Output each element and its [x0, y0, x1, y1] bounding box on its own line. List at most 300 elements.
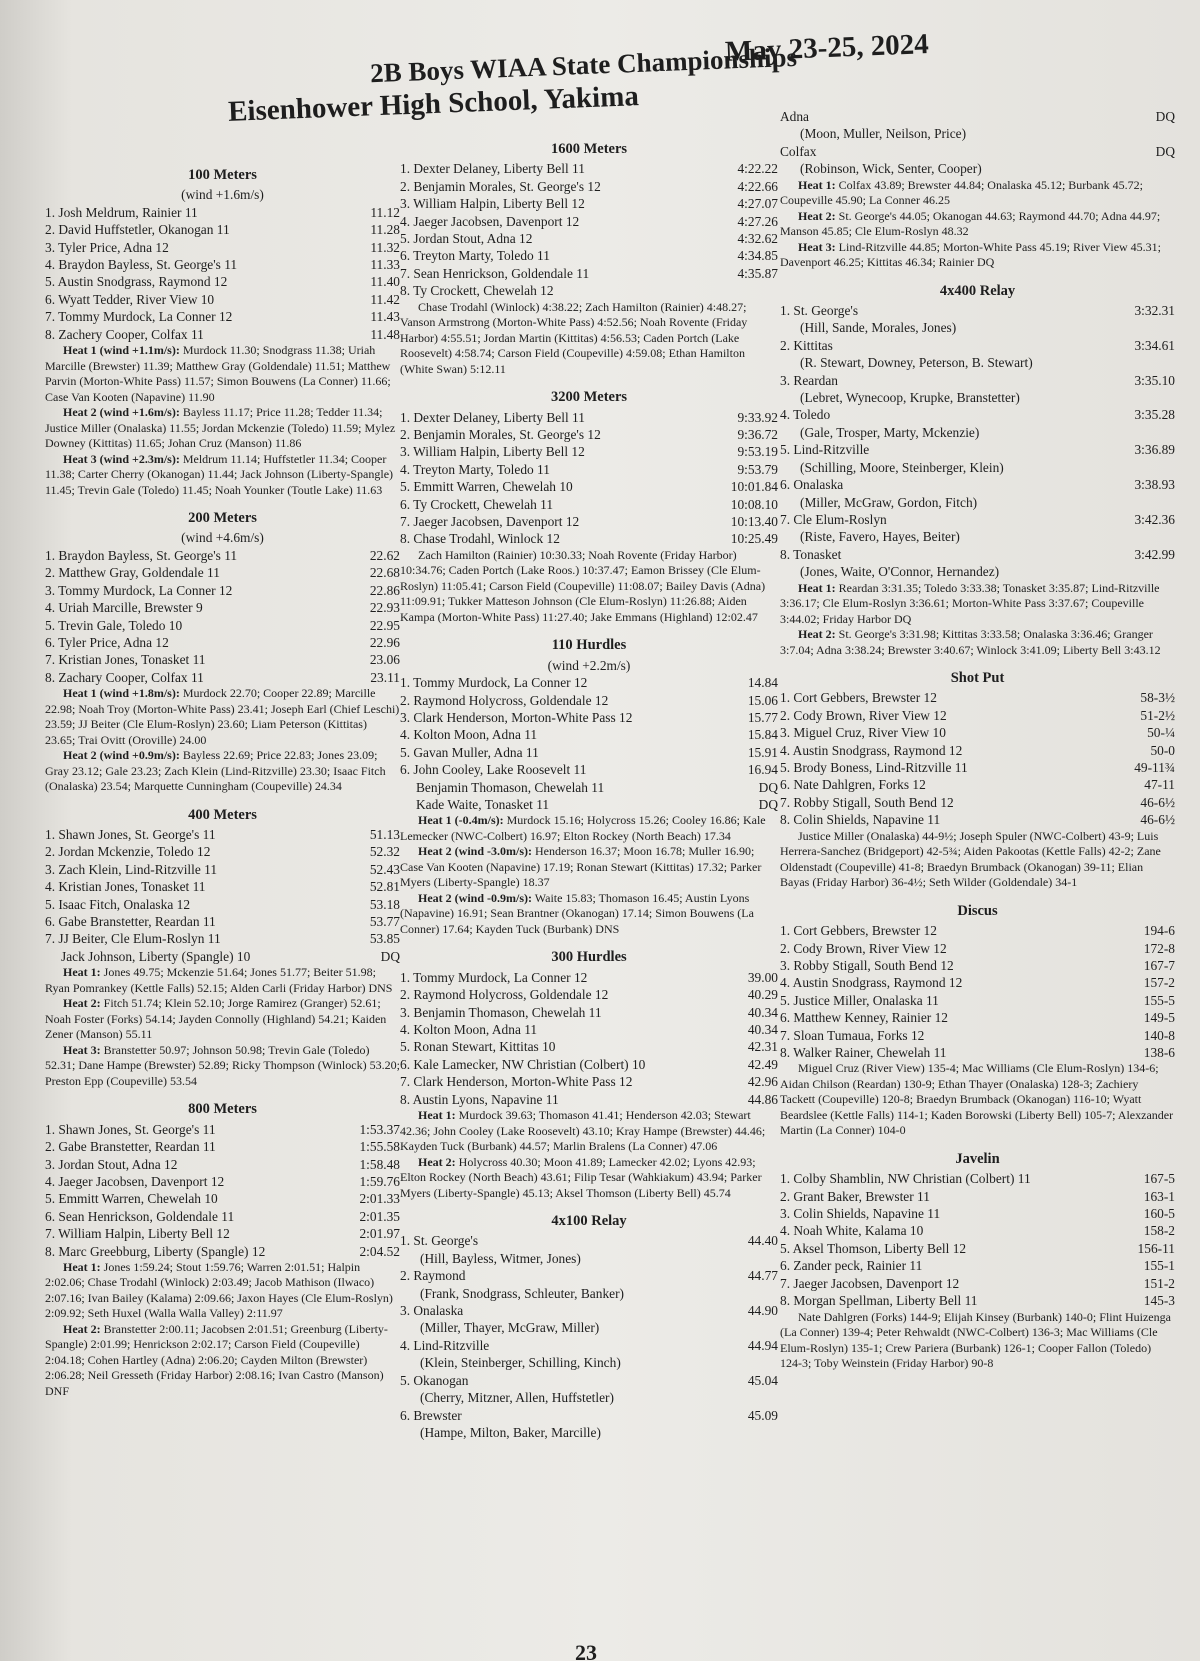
heat-text: St. George's 44.05; Okanogan 44.63; Raymond 44.70; Adna 44.97; Manson 45.85; Cle Elum-Roslyn 48.32: [780, 208, 1161, 239]
result-mark: 44.86: [747, 1091, 778, 1107]
heat-text: Murdock 22.70; Cooper 22.89; Marcille 22.98; Noah Troy (Morton-White Pass) 23.41; Joseph Earl (Chief Leschi) 23.59; JJ Beiter (Cle Elum-Roslyn) 23.60; Liam Peterson (Kittitas) 23.65; Trai Ovitt (Oroville) 24.00: [45, 686, 400, 747]
athlete-name: 1. Tommy Murdock, La Conner 12: [400, 675, 588, 691]
result-mark: 15.06: [747, 692, 778, 708]
heat-text: Jones 1:59.24; Stout 1:59.76; Warren 2:01.51; Halpin 2:02.06; Chase Trodahl (Winlock) 2:03.49; Jacob Mathison (Ilwaco) 2:07.16; Ivan Bailey (Kalama) 2:09.66; Jaxon Hayes (Cle Elum-Roslyn) 2:09.92; Seth Huxel (Walla Walla Valley) 2:11.97: [45, 1259, 393, 1321]
result-row: [45, 1121, 400, 1138]
result-mark: 51-2½: [1140, 707, 1175, 723]
athlete-name: 7. Sloan Tumaua, Forks 12: [780, 1027, 925, 1043]
result-mark: 11.42: [370, 291, 400, 307]
athlete-name: 1. Braydon Bayless, St. George's 11: [45, 547, 238, 563]
relay-members: (Riste, Favero, Hayes, Beiter): [800, 529, 960, 545]
relay-team: 1. St. George's: [400, 1233, 479, 1249]
result-mark: 138-6: [1143, 1044, 1175, 1060]
athlete-name: 5. Ronan Stewart, Kittitas 10: [400, 1039, 556, 1055]
athlete-name: 2. Cody Brown, River View 12: [780, 707, 947, 723]
result-mark: DQ: [758, 779, 778, 795]
athlete-name: 8. Walker Rainer, Chewelah 11: [780, 1044, 947, 1060]
heat-text: Nate Dahlgren (Forks) 144-9; Elijah Kinsey (Burbank) 140-0; Flint Huizenga (La Conner) 139-4; Peter Rehwaldt (NWC-Colbert) 136-3; Mac Williams (Cle Elum-Roslyn) 135-1; Crew Pariera (Burbank) 126-1; Cooper Fallon (Toledo) 124-3; Toby Weinstein (Friday Harbor) 90-8: [780, 1309, 1171, 1370]
result-mark: 4:27.26: [737, 213, 778, 229]
result-mark: 149-5: [1143, 1010, 1175, 1026]
result-row: [400, 1056, 778, 1073]
event-section: [780, 1151, 1175, 1372]
result-mark: 3:42.36: [1134, 511, 1175, 527]
relay-members: (Hill, Bayless, Witmer, Jones): [420, 1250, 581, 1266]
result-mark: 167-5: [1143, 1171, 1175, 1187]
athlete-name: 4. Uriah Marcille, Brewster 9: [45, 600, 203, 616]
result-row: [45, 547, 400, 564]
result-row: [45, 861, 400, 878]
result-mark: 11.32: [370, 239, 400, 255]
result-mark: 39.00: [747, 969, 778, 985]
relay-members: (Hampe, Milton, Baker, Marcille): [420, 1424, 601, 1440]
result-row: [400, 247, 778, 264]
result-row: [400, 213, 778, 230]
relay-members: (Moon, Muller, Neilson, Price): [800, 126, 967, 142]
result-row: [400, 160, 778, 177]
result-mark: 2:01.33: [359, 1191, 400, 1207]
athlete-name: 1. Colby Shamblin, NW Christian (Colbert) 11: [780, 1171, 1031, 1187]
heat-results: [400, 844, 778, 891]
heat-text: Murdock 15.16; Holycross 15.26; Cooley 16.86; Kale Lemecker (NWC-Colbert) 16.97; Elton Rockey (North Beach) 17.34: [400, 813, 766, 843]
result-row: [45, 599, 400, 616]
athlete-name: 6. Matthew Kenney, Rainier 12: [780, 1010, 948, 1026]
result-row: [45, 291, 400, 308]
heat-results: [780, 1310, 1175, 1372]
result-mark: 155-1: [1143, 1258, 1175, 1274]
relay-members: (Miller, McGraw, Gordon, Fitch): [800, 494, 978, 510]
athlete-name: 2. Cody Brown, River View 12: [780, 940, 947, 956]
result-row: [780, 974, 1175, 991]
result-row: [780, 1292, 1175, 1309]
event-title: Discus: [957, 902, 998, 919]
result-row: [780, 742, 1175, 759]
heat-text: Reardan 3:31.35; Toledo 3:33.38; Tonasket 3:35.87; Lind-Ritzville 3:36.17; Cle Elum-Roslyn 3:36.61; Morton-White Pass 3:37.67; Coupeville 3:44.02; Friday Harbor DQ: [780, 580, 1160, 626]
result-row: [45, 256, 400, 273]
athlete-name: 2. Grant Baker, Brewster 11: [780, 1188, 930, 1204]
heat-text: Justice Miller (Onalaska) 44-9½; Joseph Spuler (NWC-Colbert) 43-9; Luis Herrera-Sanchez (Bridgeport) 42-5¾; Aiden Pakootas (Kettle Falls) 42-2; Zane Oldenstadt (Coupeville) 41-8; Braedyn Brumback (Okanogan) 39-11; Elian Bayas (Friday Harbor) 36-4½; Seth Wilder (Goldendale) 34-1: [780, 828, 1161, 890]
athlete-name: 6. Ty Crockett, Chewelah 11: [400, 496, 554, 512]
athlete-name: Jack Johnson, Liberty (Spangle) 10: [61, 948, 251, 964]
result-row: [45, 1156, 400, 1173]
athlete-name: 7. William Halpin, Liberty Bell 12: [45, 1226, 230, 1242]
result-mark: DQ: [758, 796, 778, 812]
result-row: [780, 1275, 1175, 1292]
result-mark: 40.34: [747, 1022, 778, 1037]
athlete-name: 3. Jordan Stout, Adna 12: [45, 1156, 178, 1172]
result-mark: 9:36.72: [737, 426, 778, 442]
athlete-name: 5. Trevin Gale, Toledo 10: [45, 617, 183, 633]
results-column-3: [780, 96, 1175, 1372]
result-mark: 46-6½: [1140, 794, 1175, 810]
relay-team: 6. Brewster: [400, 1407, 462, 1423]
athlete-name: 3. Colin Shields, Napavine 11: [780, 1206, 941, 1222]
result-mark: 14.84: [747, 675, 778, 691]
result-row: [400, 779, 778, 796]
result-mark: 11.43: [370, 309, 400, 325]
result-mark: 11.48: [370, 326, 400, 342]
result-mark: 1:59.76: [359, 1173, 400, 1189]
result-mark: 47-11: [1144, 777, 1175, 793]
athlete-name: 6. Zander peck, Rainier 11: [780, 1258, 923, 1274]
heat-results: [780, 178, 1175, 209]
heat-results: [45, 1043, 400, 1090]
athlete-name: 4. Austin Snodgrass, Raymond 12: [780, 975, 963, 991]
athlete-name: 1. Shawn Jones, St. George's 11: [45, 827, 216, 843]
athlete-name: 5. Gavan Muller, Adna 11: [400, 744, 539, 760]
heat-label: Heat 3:: [63, 1042, 101, 1057]
result-mark: 167-7: [1143, 957, 1175, 973]
heat-label: Heat 3:: [798, 239, 836, 254]
heat-results: [780, 581, 1175, 628]
result-mark: 1:53.37: [359, 1121, 400, 1137]
event-section: [400, 949, 778, 1201]
result-row: [400, 1091, 778, 1108]
heat-results: [780, 627, 1175, 658]
result-mark: 15.77: [747, 709, 778, 725]
result-mark: 172-8: [1143, 940, 1175, 956]
result-row: [400, 761, 778, 778]
heat-text: Chase Trodahl (Winlock) 4:38.22; Zach Hamilton (Rainier) 4:48.27; Vanson Armstrong (Morton-White Pass) 4:52.56; Noah Rovente (Friday Harbor) 4:55.51; Jordan Martin (Kittitas) 4:56.53; Caden Portch (Lake Roosevelt) 4:58.74; Carson Field (Coupeville) 4:59.08; Ethan Hamilton (White Swan) 5:12.11: [400, 299, 748, 376]
result-mark: 53.85: [369, 931, 400, 947]
result-row: [400, 692, 778, 709]
result-row: [45, 582, 400, 599]
heat-text: Murdock 39.63; Thomason 41.41; Henderson 42.03; Stewart 42.36; John Cooley (Lake Roosevelt) 43.10; Kray Hampe (Brewster) 44.46; Kayden Tuck (Burbank) 44.57; Marlin Bralens (La Conner) 47.06: [400, 1108, 766, 1154]
result-mark: 22.93: [369, 600, 400, 616]
heat-text: Colfax 43.89; Brewster 44.84; Onalaska 45.12; Burbank 45.72; Coupeville 45.90; La Conner 46.25: [780, 177, 1143, 208]
page-number: 23: [575, 1640, 597, 1661]
result-mark: 11.33: [370, 257, 400, 273]
result-row: [400, 1021, 778, 1038]
athlete-name: 5. Jordan Stout, Adna 12: [400, 231, 533, 247]
heat-label: Heat 2 (wind +1.6m/s):: [63, 405, 180, 420]
result-row: [45, 651, 400, 668]
result-row: [45, 843, 400, 860]
heat-text: St. George's 3:31.98; Kittitas 3:33.58; Onalaska 3:36.46; Granger 3:7.04; Adna 3:38.24; Brewster 3:40.67; Winlock 3:41.09; Liberty Bell 3:43.12: [780, 627, 1161, 657]
relay-row: [400, 1232, 778, 1249]
result-row: [780, 1170, 1175, 1187]
result-mark: 53.18: [369, 896, 400, 912]
result-row: [400, 796, 778, 813]
athlete-name: 4. Noah White, Kalama 10: [780, 1223, 924, 1239]
result-mark: 155-5: [1143, 992, 1175, 1008]
athlete-name: 3. Robby Stigall, South Bend 12: [780, 957, 954, 973]
result-mark: 49-11¾: [1134, 760, 1175, 776]
result-row: [45, 1225, 400, 1242]
result-mark: 22.95: [369, 617, 400, 633]
result-row: [400, 726, 778, 743]
event-section: [780, 903, 1175, 1139]
result-mark: 157-2: [1143, 975, 1175, 991]
heat-results: [45, 405, 400, 452]
relay-row: [780, 546, 1175, 563]
heat-text: Branstetter 2:00.11; Jacobsen 2:01.51; Greenburg (Liberty-Spangle) 2:01.99; Henrickson 2:02.17; Carson Field (Coupeville) 2:04.18; Cohen Hartley (Adna) 2:06.20; Cayden Milton (Brewster) 2:06.28; Neil Gresseth (Friday Harbor) 2:08.16; Ivan Castro (Manson) DNF: [45, 1321, 388, 1398]
result-mark: 10:25.49: [730, 531, 778, 547]
result-mark: 10:13.40: [730, 514, 778, 529]
result-mark: 52.81: [369, 879, 400, 895]
result-row: [400, 1073, 778, 1090]
result-mark: 4:22.22: [737, 161, 778, 177]
heat-label: Heat 2:: [798, 627, 836, 642]
heat-results: [400, 548, 778, 626]
athlete-name: 8. Austin Lyons, Napavine 11: [400, 1091, 559, 1107]
event-title: 4x100 Relay: [551, 1213, 627, 1230]
result-row: [45, 239, 400, 256]
event-title: 110 Hurdles: [551, 637, 627, 654]
result-mark: 45.09: [747, 1407, 778, 1423]
athlete-name: 5. Emmitt Warren, Chewelah 10: [45, 1191, 218, 1207]
athlete-name: 6. Wyatt Tedder, River View 10: [45, 291, 215, 307]
heat-text: Fitch 51.74; Klein 52.10; Jorge Ramirez (Granger) 52.61; Noah Foster (Forks) 54.14; Jayden Connolly (Highland) 54.21; Kaiden Zener (Manson) 55.11: [45, 996, 387, 1042]
athlete-name: 5. Austin Snodgrass, Raymond 12: [45, 274, 228, 290]
heat-results: [780, 240, 1175, 271]
result-row: [400, 265, 778, 282]
relay-team: 3. Onalaska: [400, 1303, 464, 1319]
event-section: [400, 637, 778, 937]
athlete-name: 4. Braydon Bayless, St. George's 11: [45, 257, 238, 273]
athlete-name: 3. Tommy Murdock, La Conner 12: [45, 582, 233, 598]
result-mark: 23.11: [370, 669, 400, 685]
result-row: [400, 496, 778, 513]
athlete-name: 1. Shawn Jones, St. George's 11: [45, 1121, 216, 1137]
relay-team: 8. Tonasket: [780, 546, 842, 562]
result-row: [45, 1138, 400, 1155]
heat-results: [780, 209, 1175, 240]
result-mark: 22.68: [369, 565, 400, 581]
event-section: [780, 283, 1175, 658]
heat-label: Heat 2 (wind +0.9m/s):: [63, 748, 180, 763]
result-mark: 9:33.92: [737, 409, 778, 425]
athlete-name: 4. Kolton Moon, Adna 11: [400, 1022, 538, 1037]
result-mark: 3:32.31: [1134, 303, 1175, 319]
result-mark: 3:42.99: [1134, 546, 1175, 562]
result-mark: 11.12: [370, 204, 400, 220]
athlete-name: 1. Dexter Delaney, Liberty Bell 11: [400, 161, 585, 177]
page-title: 2B Boys WIAA State Championships: [369, 41, 798, 89]
result-mark: 4:27.07: [737, 196, 778, 212]
result-row: [780, 940, 1175, 957]
relay-row: [780, 337, 1175, 354]
athlete-name: 3. William Halpin, Liberty Bell 12: [400, 196, 585, 212]
result-mark: 11.28: [370, 222, 400, 238]
relay-row: [780, 406, 1175, 423]
event-title: 400 Meters: [188, 806, 257, 823]
result-mark: 44.40: [747, 1233, 778, 1249]
result-row: [780, 689, 1175, 706]
relay-team: 7. Cle Elum-Roslyn: [780, 511, 887, 527]
athlete-name: 4. Treyton Marty, Toledo 11: [400, 461, 550, 477]
result-mark: 42.31: [747, 1039, 778, 1055]
relay-members: (Jones, Waite, O'Connor, Hernandez): [800, 564, 1000, 580]
relay-team: 2. Raymond: [400, 1268, 466, 1284]
result-row: [780, 1222, 1175, 1239]
event-section: [45, 510, 400, 795]
result-row: [780, 957, 1175, 974]
result-row: [45, 221, 400, 238]
result-row: [45, 930, 400, 947]
result-row: [780, 922, 1175, 939]
relay-row: [780, 143, 1175, 160]
result-row: [45, 326, 400, 343]
wind-reading: (wind +4.6m/s): [181, 530, 264, 546]
heat-label: Heat 2 (wind -3.0m/s):: [418, 844, 532, 859]
athlete-name: 8. Colin Shields, Napavine 11: [780, 812, 941, 828]
relay-members: (Robinson, Wick, Senter, Cooper): [800, 161, 982, 177]
result-row: [45, 273, 400, 290]
result-row: [780, 1009, 1175, 1026]
athlete-name: 3. Tyler Price, Adna 12: [45, 239, 169, 255]
result-mark: 10:01.84: [730, 479, 778, 495]
event-section: [400, 1213, 778, 1441]
result-mark: 1:58.48: [359, 1156, 400, 1172]
athlete-name: 2. Matthew Gray, Goldendale 11: [45, 565, 220, 581]
athlete-name: 5. Brody Boness, Lind-Ritzville 11: [780, 760, 968, 776]
result-row: [400, 674, 778, 691]
athlete-name: 1. Tommy Murdock, La Conner 12: [400, 969, 588, 985]
event-title: 300 Hurdles: [551, 949, 627, 966]
heat-label: Heat 1 (-0.4m/s):: [418, 813, 504, 828]
result-row: [780, 1240, 1175, 1257]
result-row: [780, 1188, 1175, 1205]
heat-label: Heat 1:: [63, 965, 101, 980]
result-row: [780, 811, 1175, 828]
relay-team: Colfax: [780, 143, 817, 159]
relay-row: [400, 1302, 778, 1319]
heat-label: Heat 1 (wind +1.1m/s):: [63, 343, 180, 358]
result-mark: 52.32: [369, 844, 400, 860]
result-mark: 156-11: [1137, 1240, 1175, 1256]
result-mark: [772, 282, 778, 299]
athlete-name: 5. Aksel Thomson, Liberty Bell 12: [780, 1240, 967, 1256]
athlete-name: 7. Clark Henderson, Morton-White Pass 12: [400, 1074, 633, 1090]
event-section: [400, 141, 778, 377]
athlete-name: 7. Kristian Jones, Tonasket 11: [45, 652, 206, 668]
event-section: [780, 108, 1175, 271]
heat-results: [400, 1155, 778, 1202]
result-mark: 11.40: [370, 274, 400, 290]
result-row: [780, 992, 1175, 1009]
heat-label: Heat 1:: [418, 1108, 456, 1123]
athlete-name: 7. Sean Henrickson, Goldendale 11: [400, 265, 590, 281]
result-row: [400, 1004, 778, 1021]
result-row: [400, 195, 778, 212]
result-row: [780, 1027, 1175, 1044]
athlete-name: 1. Cort Gebbers, Brewster 12: [780, 690, 937, 706]
event-title: 800 Meters: [188, 1101, 257, 1118]
athlete-name: 7. Tommy Murdock, La Conner 12: [45, 309, 233, 325]
athlete-name: 6. John Cooley, Lake Roosevelt 11: [400, 762, 587, 778]
result-mark: 158-2: [1143, 1223, 1175, 1239]
athlete-name: 2. Gabe Branstetter, Reardan 11: [45, 1139, 216, 1155]
athlete-name: 7. Jaeger Jacobsen, Davenport 12: [780, 1275, 960, 1291]
heat-text: Murdock 11.30; Snodgrass 11.38; Uriah Marcille (Brewster) 11.39; Matthew Gray (Goldendale) 11.51; Matthew Parvin (Morton-White Pass) 11.57; Simon Bouwens (La Conner) 11.66; Case Van Kooten (Napavine) 11.90: [45, 343, 391, 404]
result-mark: 2:01.35: [359, 1208, 400, 1224]
relay-team: 5. Lind-Ritzville: [780, 442, 870, 458]
event-section: [45, 807, 400, 1090]
relay-team: 2. Kittitas: [780, 337, 833, 353]
result-row: [45, 826, 400, 843]
athlete-name: 2. Raymond Holycross, Goldendale 12: [400, 692, 609, 708]
athlete-name: 3. Clark Henderson, Morton-White Pass 12: [400, 709, 633, 725]
relay-team: 5. Okanogan: [400, 1372, 469, 1388]
result-mark: 16.94: [747, 762, 778, 778]
athlete-name: 7. Robby Stigall, South Bend 12: [780, 794, 954, 810]
athlete-name: 2. Raymond Holycross, Goldendale 12: [400, 987, 609, 1003]
relay-row: [780, 372, 1175, 389]
relay-row: [400, 1407, 778, 1424]
result-mark: 52.43: [369, 861, 400, 877]
result-mark: 22.86: [369, 582, 400, 598]
athlete-name: 2. Benjamin Morales, St. George's 12: [400, 426, 601, 442]
result-row: [45, 1173, 400, 1190]
relay-members: (Klein, Steinberger, Schilling, Kinch): [420, 1355, 621, 1371]
result-mark: 4:34.85: [737, 248, 778, 264]
result-mark: 40.29: [747, 987, 778, 1003]
relay-team: Adna: [780, 109, 810, 124]
result-row: [400, 969, 778, 986]
result-row: [45, 1243, 400, 1260]
heat-results: [45, 686, 400, 748]
heat-label: Heat 1 (wind +1.8m/s):: [63, 686, 180, 701]
heat-label: Heat 1:: [798, 177, 836, 192]
athlete-name: 6. Nate Dahlgren, Forks 12: [780, 777, 926, 793]
athlete-name: 5. Isaac Fitch, Onalaska 12: [45, 896, 191, 912]
result-row: [400, 461, 778, 478]
relay-members: (Gale, Trosper, Marty, Mckenzie): [800, 424, 980, 440]
event-section: [45, 1101, 400, 1399]
result-row: [780, 794, 1175, 811]
result-mark: 3:36.89: [1134, 442, 1175, 458]
heat-results: [400, 891, 778, 938]
relay-members: (Cherry, Mitzner, Allen, Huffstetler): [420, 1390, 614, 1406]
athlete-name: 6. Sean Henrickson, Goldendale 11: [45, 1208, 235, 1224]
athlete-name: 7. Jaeger Jacobsen, Davenport 12: [400, 514, 580, 529]
result-mark: 9:53.79: [737, 461, 778, 477]
result-mark: 145-3: [1143, 1293, 1175, 1309]
result-row: [780, 707, 1175, 724]
athlete-name: 5. Justice Miller, Onalaska 11: [780, 992, 939, 1008]
heat-label: Heat 3 (wind +2.3m/s):: [63, 451, 180, 466]
athlete-name: 8. Morgan Spellman, Liberty Bell 11: [780, 1293, 978, 1309]
heat-label: Heat 2 (wind -0.9m/s):: [418, 890, 532, 905]
result-row: [400, 744, 778, 761]
relay-row: [780, 108, 1175, 125]
result-row: [780, 724, 1175, 741]
meet-date: May 23-25, 2024: [724, 28, 930, 68]
result-mark: 42.49: [747, 1056, 778, 1072]
heat-text: Jones 49.75; Mckenzie 51.64; Jones 51.77; Beiter 51.98; Ryan Pomrankey (Kettle Falls) 52.15; Alden Carli (Friday Harbor) DNS: [45, 965, 393, 995]
heat-label: Heat 2:: [63, 996, 101, 1011]
heat-results: [45, 452, 400, 499]
heat-text: Henderson 16.37; Moon 16.78; Muller 16.90; Case Van Kooten (Napavine) 17.19; Ronan Stewart (Kittitas) 17.32; Parker Myers (Liberty-Spangle) 18.37: [400, 844, 762, 890]
relay-row: [780, 511, 1175, 528]
result-mark: 45.04: [747, 1372, 778, 1388]
athlete-name: 2. David Huffstetler, Okanogan 11: [45, 222, 230, 238]
athlete-name: 7. JJ Beiter, Cle Elum-Roslyn 11: [45, 931, 221, 947]
event-title: Shot Put: [950, 670, 1005, 687]
result-mark: 53.77: [369, 914, 400, 930]
result-mark: 163-1: [1143, 1188, 1175, 1204]
event-title: 4x400 Relay: [939, 282, 1016, 299]
result-row: [45, 669, 400, 686]
event-title: 3200 Meters: [550, 389, 628, 406]
athlete-name: 2. Benjamin Morales, St. George's 12: [400, 178, 601, 194]
event-section: [400, 389, 778, 625]
result-row: [45, 948, 400, 965]
result-row: [400, 1038, 778, 1055]
athlete-name: 2. Jordan Mckenzie, Toledo 12: [45, 844, 211, 860]
athlete-name: 8. Chase Trodahl, Winlock 12: [400, 531, 560, 547]
heat-text: Bayless 11.17; Price 11.28; Tedder 11.34; Justice Miller (Onalaska) 11.55; Jordan Mckenzie (Toledo) 11.59; Mylez Downey (Kittitas) 11.65; Johan Cruz (Manson) 11.86: [45, 405, 396, 451]
